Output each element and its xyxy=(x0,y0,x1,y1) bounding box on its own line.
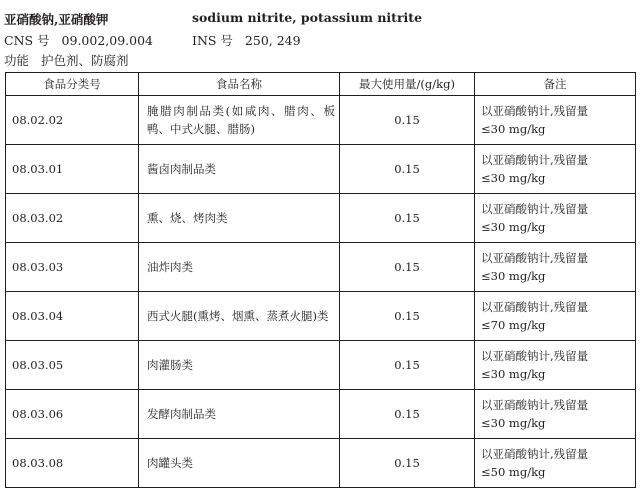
function-label: 功能 xyxy=(4,53,30,68)
food-name-cell: 肉罐头类 xyxy=(139,439,340,488)
table-header-row xyxy=(6,73,636,96)
table-row xyxy=(6,145,636,194)
max-usage-cell: 0.15 xyxy=(340,439,475,488)
remarks-cell xyxy=(475,96,636,145)
food-name-cell: 西式火腿(熏烤、烟熏、蒸煮火腿)类 xyxy=(139,292,340,341)
table-row xyxy=(6,292,636,341)
cns-label: CNS 号 xyxy=(4,33,50,48)
remarks-cell xyxy=(475,145,636,194)
remarks-line-1: 以亚硝酸钠计,残留量 xyxy=(481,349,589,363)
ins-label: INS 号 xyxy=(192,33,233,48)
remarks-cell xyxy=(475,390,636,439)
table-row xyxy=(6,390,636,439)
remarks-line-2: ≤30 mg/kg xyxy=(481,220,546,234)
food-name-cell: 肉灌肠类 xyxy=(139,341,340,390)
max-usage-cell: 0.15 xyxy=(340,292,475,341)
category-code-cell: 08.03.01 xyxy=(6,145,139,194)
food-name-cell: 熏、烧、烤肉类 xyxy=(139,194,340,243)
max-usage-cell: 0.15 xyxy=(340,243,475,292)
food-name-cell: 发酵肉制品类 xyxy=(139,390,340,439)
remarks-line-2: ≤50 mg/kg xyxy=(481,465,546,479)
ins-value: 250, 249 xyxy=(244,33,301,48)
table-row xyxy=(6,194,636,243)
cns-value: 09.002,09.004 xyxy=(61,33,153,48)
max-usage-cell: 0.15 xyxy=(340,194,475,243)
usage-table xyxy=(5,72,636,488)
remarks-line-1: 以亚硝酸钠计,残留量 xyxy=(481,202,589,216)
max-usage-cell: 0.15 xyxy=(340,96,475,145)
max-usage-cell: 0.15 xyxy=(340,341,475,390)
max-usage-cell: 0.15 xyxy=(340,145,475,194)
remarks-line-2: ≤30 mg/kg xyxy=(481,171,546,185)
food-name-cell: 酱卤肉制品类 xyxy=(139,145,340,194)
food-name-cell: 油炸肉类 xyxy=(139,243,340,292)
column-header-max-usage: 最大使用量/(g/kg) xyxy=(340,73,475,96)
remarks-line-1: 以亚硝酸钠计,残留量 xyxy=(481,104,589,118)
remarks-line-2: ≤30 mg/kg xyxy=(481,416,546,430)
table-row xyxy=(6,243,636,292)
function-line xyxy=(4,51,129,69)
remarks-line-1: 以亚硝酸钠计,残留量 xyxy=(481,300,589,314)
remarks-cell xyxy=(475,439,636,488)
remarks-line-2: ≤30 mg/kg xyxy=(481,367,546,381)
cns-number xyxy=(4,31,153,49)
remarks-line-1: 以亚硝酸钠计,残留量 xyxy=(481,251,589,265)
column-header-food-name: 食品名称 xyxy=(139,73,340,96)
category-code-cell: 08.03.04 xyxy=(6,292,139,341)
category-code-cell: 08.03.02 xyxy=(6,194,139,243)
category-code-cell: 08.03.05 xyxy=(6,341,139,390)
remarks-line-2: ≤30 mg/kg xyxy=(481,269,546,283)
remarks-cell xyxy=(475,194,636,243)
remarks-cell xyxy=(475,341,636,390)
remarks-line-2: ≤30 mg/kg xyxy=(481,122,546,136)
table-row xyxy=(6,439,636,488)
category-code-cell: 08.03.03 xyxy=(6,243,139,292)
remarks-cell xyxy=(475,292,636,341)
category-code-cell: 08.03.08 xyxy=(6,439,139,488)
remarks-line-1: 以亚硝酸钠计,残留量 xyxy=(481,398,589,412)
table-row xyxy=(6,341,636,390)
remarks-cell xyxy=(475,243,636,292)
food-name-cell: 腌腊肉制品类(如咸肉、腊肉、板鸭、中式火腿、腊肠) xyxy=(139,96,340,145)
category-code-cell: 08.03.06 xyxy=(6,390,139,439)
remarks-line-1: 以亚硝酸钠计,残留量 xyxy=(481,447,589,461)
ins-number xyxy=(192,31,301,49)
remarks-line-1: 以亚硝酸钠计,残留量 xyxy=(481,153,589,167)
column-header-category-code: 食品分类号 xyxy=(6,73,139,96)
column-header-remarks: 备注 xyxy=(475,73,636,96)
table-row xyxy=(6,96,636,145)
title-english: sodium nitrite, potassium nitrite xyxy=(192,10,423,25)
title-chinese: 亚硝酸钠,亚硝酸钾 xyxy=(4,12,109,27)
function-value: 护色剂、防腐剂 xyxy=(41,53,129,68)
remarks-line-2: ≤70 mg/kg xyxy=(481,318,546,332)
category-code-cell: 08.02.02 xyxy=(6,96,139,145)
max-usage-cell: 0.15 xyxy=(340,390,475,439)
